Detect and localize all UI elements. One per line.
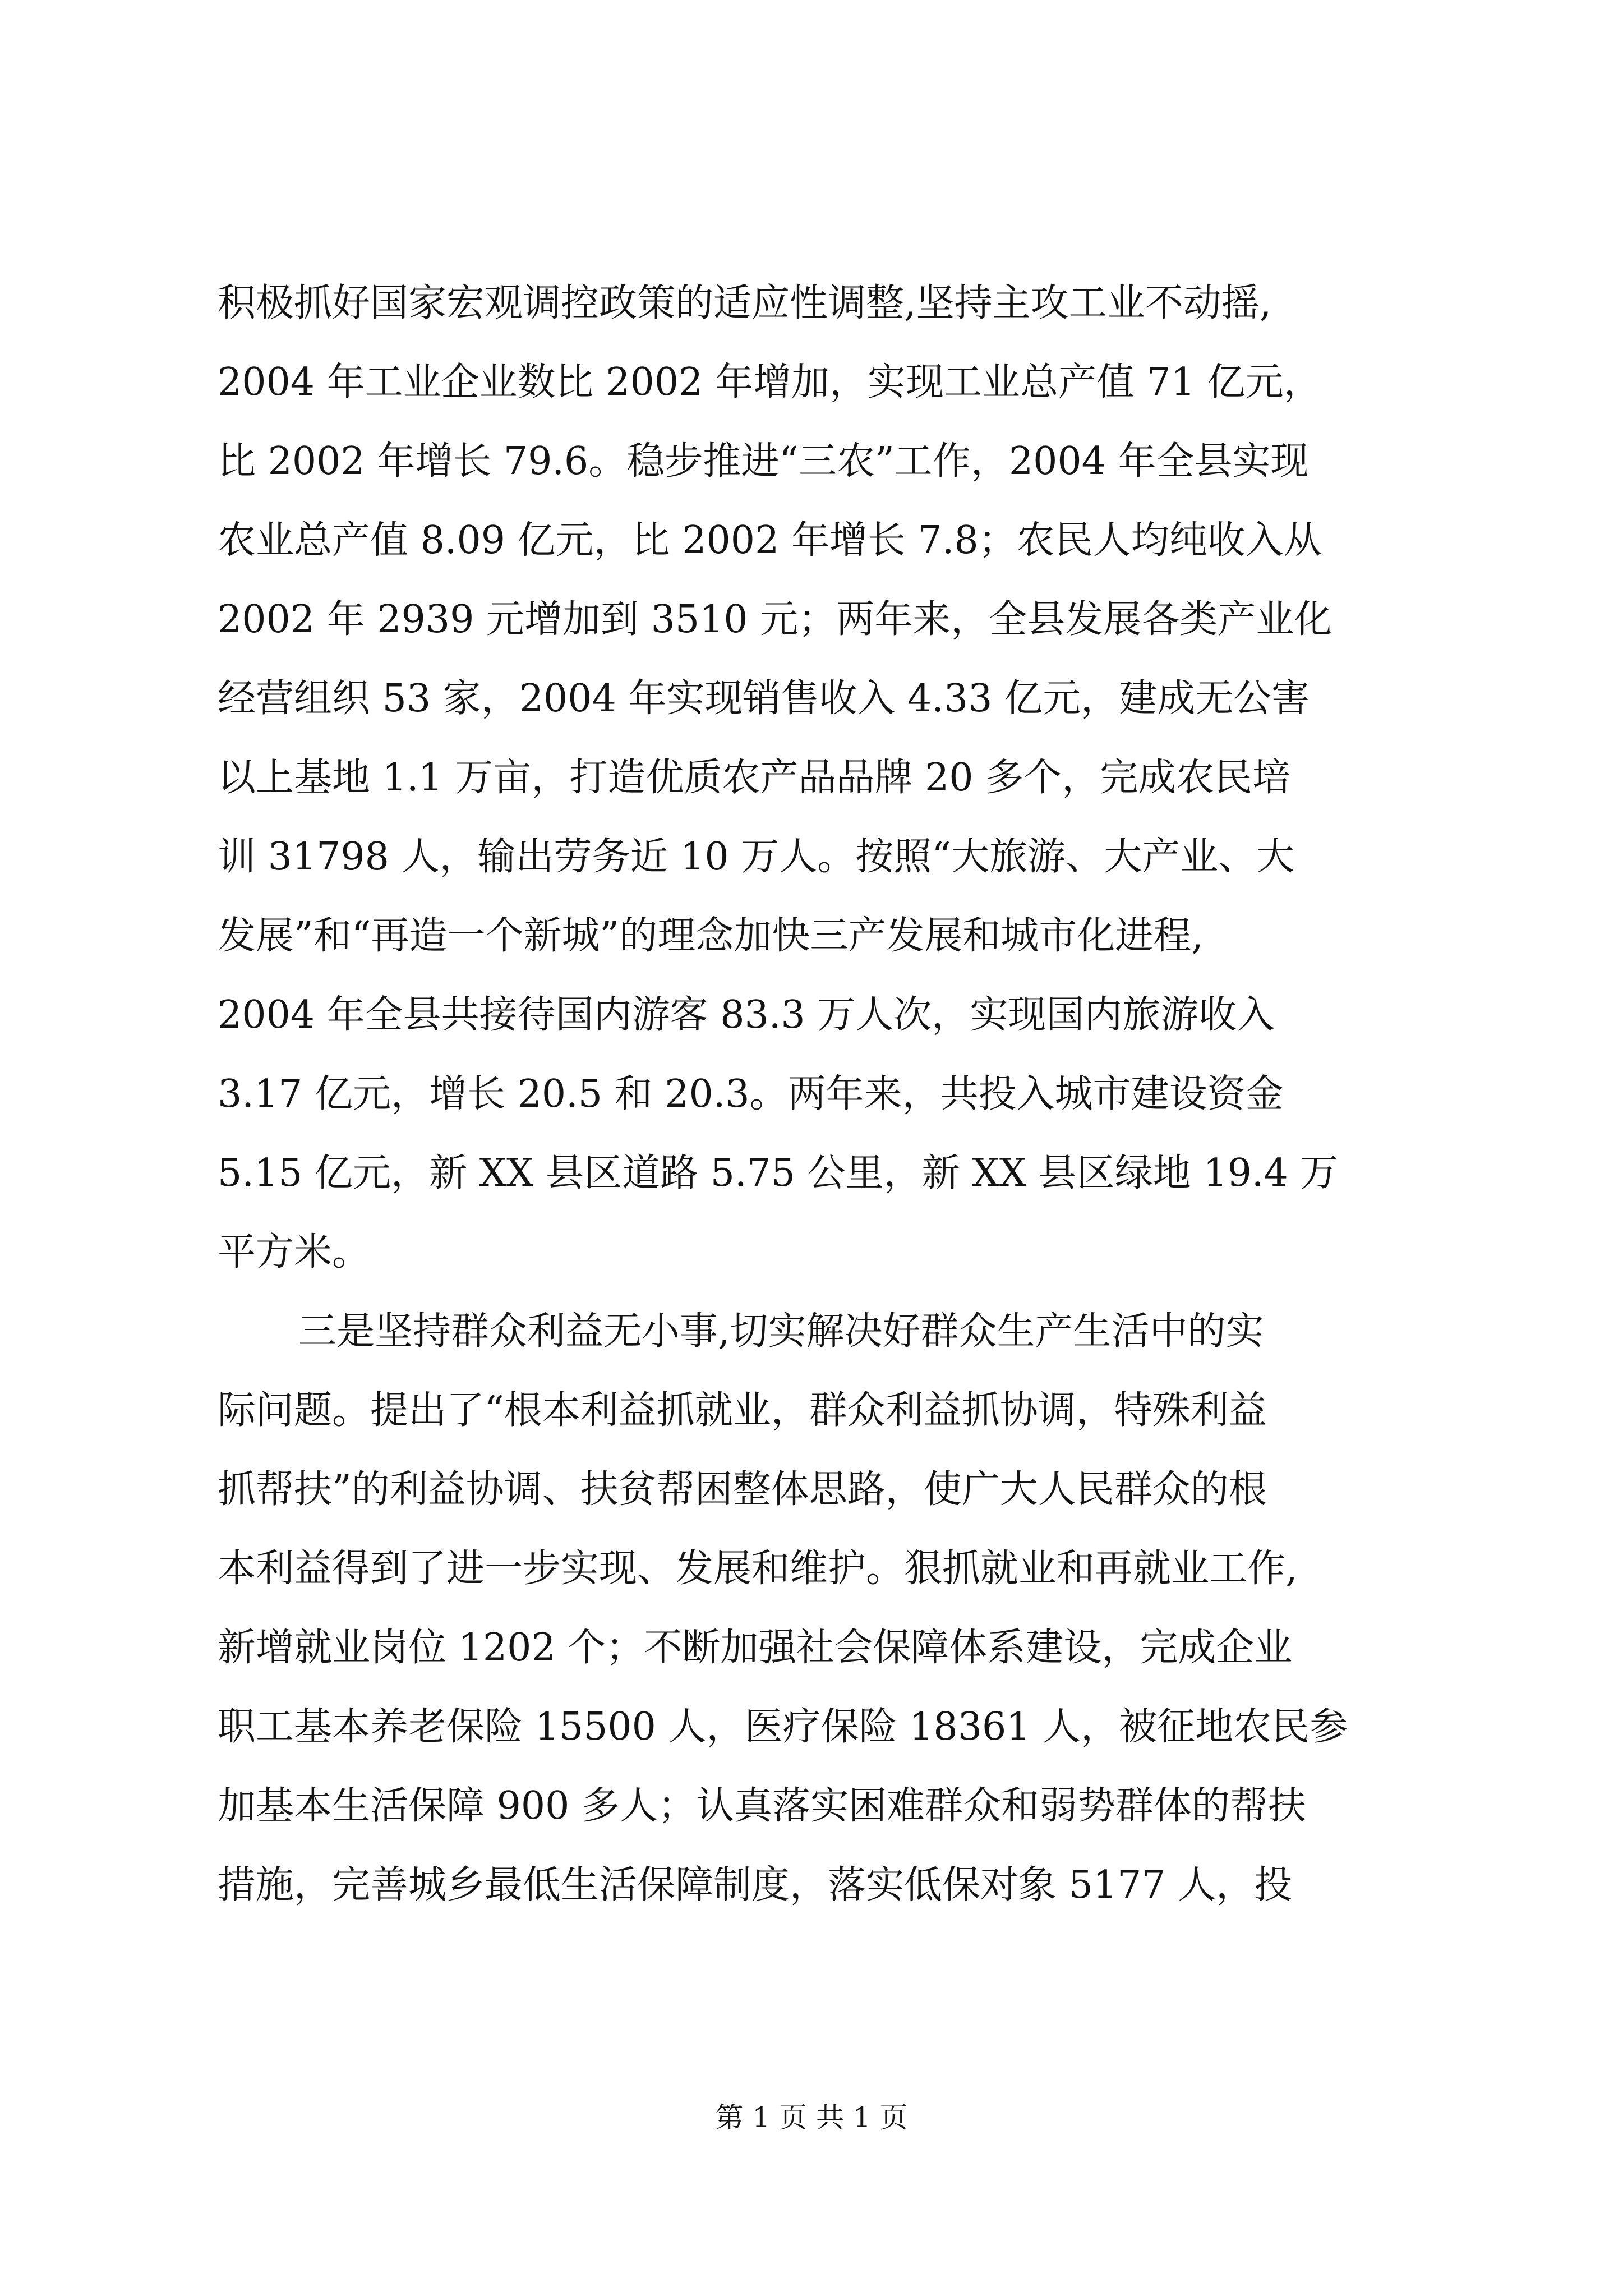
text-line: 以上基地 1.1 万亩，打造优质农产品品牌 20 多个，完成农民培 xyxy=(218,756,1291,800)
text-line: 2002 年 2939 元增加到 3510 元；两年来，全县发展各类产业化 xyxy=(218,597,1332,642)
text-line: 新增就业岗位 1202 个；不断加强社会保障体系建设，完成企业 xyxy=(218,1626,1293,1670)
paragraph-1 xyxy=(218,264,1412,1292)
text-line: 职工基本养老保险 15500 人，医疗保险 18361 人，被征地农民参 xyxy=(218,1705,1348,1749)
text-line: 2004 年工业企业数比 2002 年增加，实现工业总产值 71 亿元， xyxy=(218,360,1322,404)
text-line: 经营组织 53 家，2004 年实现销售收入 4.33 亿元，建成无公害 xyxy=(218,677,1310,721)
text-line: 抓帮扶”的利益协调、扶贫帮困整体思路，使广大人民群众的根 xyxy=(218,1467,1267,1512)
document-body xyxy=(218,264,1412,1925)
page-footer xyxy=(0,2101,1623,2134)
paragraph-2 xyxy=(218,1292,1412,1925)
text-line: 3.17 亿元，增长 20.5 和 20.3。两年来，共投入城市建设资金 xyxy=(218,1072,1284,1116)
page-number-label: 第 1 页 共 1 页 xyxy=(715,2101,908,2134)
text-line: 训 31798 人，输出劳务近 10 万人。按照“大旅游、大产业、大 xyxy=(218,835,1295,879)
text-line: 农业总产值 8.09 亿元，比 2002 年增长 7.8；农民人均纯收入从 xyxy=(218,518,1322,563)
text-line: 积极抓好国家宏观调控政策的适应性调整,坚持主攻工业不动摇, xyxy=(218,281,1272,325)
text-line: 措施，完善城乡最低生活保障制度，落实低保对象 5177 人，投 xyxy=(218,1863,1293,1907)
text-line: 5.15 亿元，新 XX 县区道路 5.75 公里，新 XX 县区绿地 19.4 万 xyxy=(218,1151,1339,1195)
text-line: 加基本生活保障 900 多人；认真落实困难群众和弱势群体的帮扶 xyxy=(218,1784,1307,1828)
text-line-first-indented: 三是坚持群众利益无小事,切实解决好群众生产生活中的实 xyxy=(298,1309,1264,1354)
text-line: 发展”和“再造一个新城”的理念加快三产发展和城市化进程, xyxy=(218,914,1204,958)
text-line: 本利益得到了进一步实现、发展和维护。狠抓就业和再就业工作, xyxy=(218,1547,1298,1591)
text-line: 2004 年全县共接待国内游客 83.3 万人次，实现国内旅游收入 xyxy=(218,993,1275,1037)
text-line: 平方米。 xyxy=(218,1230,371,1274)
text-line: 比 2002 年增长 79.6。稳步推进“三农”工作，2004 年全县实现 xyxy=(218,439,1309,484)
text-line: 际问题。提出了“根本利益抓就业，群众利益抓协调，特殊利益 xyxy=(218,1388,1267,1433)
